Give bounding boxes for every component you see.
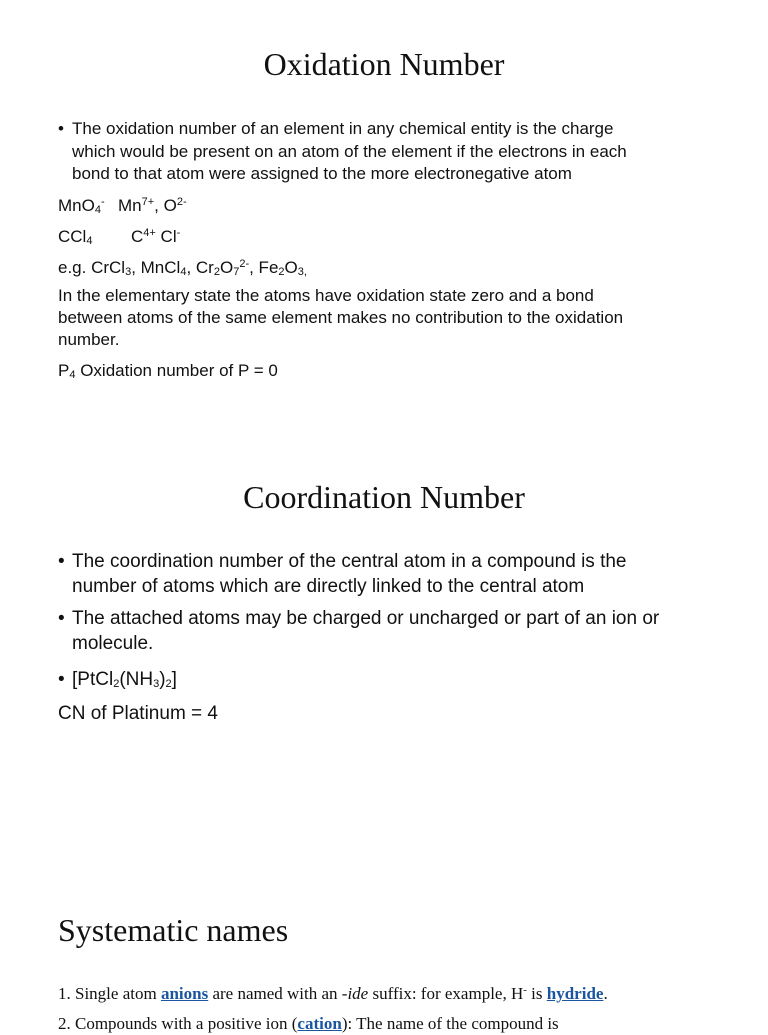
cn-bullet2-line1: The attached atoms may be charged or uncharged or part of an ion or bbox=[72, 608, 660, 629]
slide2-title: Coordination Number bbox=[243, 479, 525, 515]
example2-right: $C^{4+}$ Cl- bbox=[131, 227, 181, 246]
bullet1-line2: which would be present on an atom of the element if the electrons in each bbox=[72, 142, 627, 161]
elementary-line1: In the elementary state the atoms have oxidation state zero and a bond bbox=[58, 286, 594, 305]
elementary-line2: between atoms of the same element makes no contribution to the oxidation bbox=[58, 308, 624, 327]
cn-of-platinum: CN of Platinum = 4 bbox=[58, 703, 218, 724]
cation-link[interactable]: cation bbox=[297, 1014, 342, 1033]
anions-link[interactable]: anions bbox=[160, 984, 209, 1003]
bullet-marker: • bbox=[58, 551, 65, 572]
example1-right: $Mn^{7+}$, $O^{2-}$ bbox=[118, 196, 187, 215]
bullet1-line3: bond to that atom were assigned to the more electronegative atom bbox=[72, 164, 572, 183]
cn-bullet1-line1: The coordination number of the central atom in a compound is the bbox=[72, 551, 627, 572]
example2-left: CCl$_4$ bbox=[58, 227, 93, 247]
slide3-title: Systematic names bbox=[58, 912, 289, 948]
slide1-title: Oxidation Number bbox=[263, 46, 505, 82]
example1-left: MnO$_4$- bbox=[58, 196, 105, 216]
example-list: e.g. CrCl$_3$, MnCl$_4$, $Cr_2O_7^{2-}$, $Fe_2O_{3,}$ bbox=[58, 258, 307, 278]
platinum-formula: $[PtCl_2(NH_3)_2]$ bbox=[72, 669, 177, 690]
cn-bullet2-line2: molecule. bbox=[72, 633, 154, 654]
cn-bullet1-line2: number of atoms which are directly linked to the central atom bbox=[72, 576, 585, 597]
bullet-marker: • bbox=[58, 119, 64, 138]
systematic-item2: 2. Compounds with a positive ion (cation): The name of the compound is bbox=[58, 1014, 559, 1033]
hydride-link[interactable]: hydride bbox=[546, 984, 604, 1003]
bullet-marker: • bbox=[58, 608, 65, 629]
bullet-marker: • bbox=[58, 669, 65, 690]
elementary-line3: number. bbox=[58, 330, 120, 349]
bullet1-line1: The oxidation number of an element in any chemical entity is the charge bbox=[72, 119, 614, 138]
systematic-item1: 1. Single atom anions are named with an -ide suffix: for example, H- is hydride. bbox=[58, 984, 608, 1003]
p4-line: $P_4$ Oxidation number of P = 0 bbox=[58, 361, 278, 381]
